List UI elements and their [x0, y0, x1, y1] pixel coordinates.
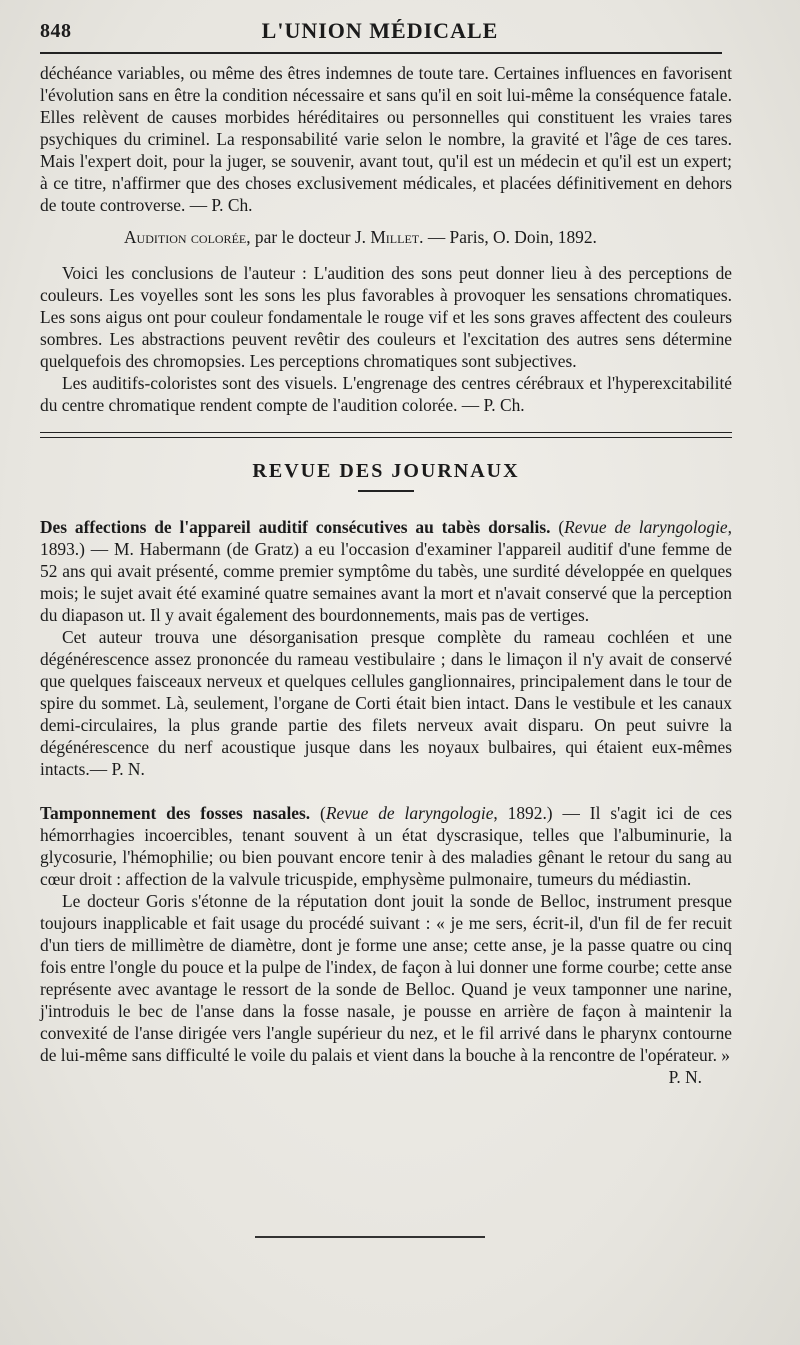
section-divider [40, 432, 732, 438]
article-tabes-journal: Revue de laryngologie [564, 517, 728, 537]
article-tamponnement-paragraph-2: Le docteur Goris s'étonne de la réputation dont jouit la sonde de Belloc, instrument presque toujours inapplicable et fait usage du procédé suivant : « je me sers, écrit-il, d'un fil de fer recuit d'un tiers de millimètre de diamètre, dont je forme une anse; cette anse, je la passe quatre ou cinq fois entre l'ongle du pouce et la pulpe de l'index, de façon à lui donner une forme courbe; cette anse représente avec avantage le ressort de la sonde de Belloc. Quand je veux tamponner une narine, j'introduis le bec de l'anse dans la fosse nasale, je pousse en arrière de façon à maintenir la convexité de l'anse dirigée vers l'angle supérieur du nez, et le fil arrivé dans le pharynx contourne de lui-même sans difficulté le voile du palais et vient dans la bouche à la rencontre de l'opérateur. » [40, 891, 732, 1065]
book-entry [40, 226, 732, 248]
section-title: REVUE DES JOURNAUX [252, 460, 520, 482]
page-header [40, 18, 720, 50]
article-tabes-title: Des affections de l'appareil auditif consécutives au tabès dorsalis. [40, 517, 551, 537]
article-tabes [40, 516, 732, 780]
article-tamponnement-journal: Revue de laryngologie [325, 803, 494, 823]
section-title-rule [358, 490, 414, 492]
article-tabes-lead [40, 516, 732, 626]
article-tabes-paragraph-2: Cet auteur trouva une désorganisation presque complète du rameau cochléen et une dégénérescence assez prononcée du rameau vestibulaire ; dans le limaçon il n'y avait de conservé que quelques faisceaux nerveux et quelques cellules ganglionnaires, principalement dans le tour de spire du sommet. Là, seulement, l'organe de Corti était bien intact. Dans le vestibule et les canaux demi-circulaires, la plus grande partie des filets nerveux avait disparu. On peut suivre la dégénérescence du nerf acoustique jusque dans les noyaux bulbaires, qui étaient eux-mêmes intacts.— P. N. [40, 627, 732, 779]
footer-rule [255, 1236, 485, 1238]
article-tamponnement-source-close: , 1892.) — [493, 803, 590, 823]
article-tamponnement-source-open: ( [310, 803, 326, 823]
header-rule [40, 52, 722, 54]
book-author: Millet [370, 227, 420, 247]
article-tabes-source-close: , 1893.) — [40, 517, 732, 559]
page-number: 848 [40, 20, 72, 42]
article-tamponnement [40, 802, 732, 1088]
book-title: Audition colorée [124, 227, 247, 247]
article-tamponnement-title: Tamponnement des fosses nasales. [40, 803, 311, 823]
book-review-paragraph-1: Voici les conclusions de l'auteur : L'audition des sons peut donner lieu à des perceptions de couleurs. Les voyelles sont les sons les plus favorables à provoquer les sensations chromatiques. Les sons aigus ont pour couleur fondamentale le rouge vif et les sons graves affectent des couleurs sombres. Les abstractions peuvent revêtir des couleurs et l'excitation des autres sens détermine quelquefois des chromopsies. Les perceptions chromatiques sont subjectives. [40, 263, 732, 371]
article-tamponnement-text: Il s'agit ici de ces hémorrhagies incoercibles, tenant souvent à un état dyscrasique, telles que l'albuminurie, la glycosurie, l'hémophilie; ou bien pouvant encore tenir à des maladies gênant le retour du sang au cœur droit : affection de la valvule tricuspide, emphysème pulmonaire, tumeurs du médiastin. [40, 803, 733, 889]
article-tabes-text: M. Habermann (de Gratz) a eu l'occasion d'examiner l'appareil auditif d'une femme de 52 ans qui avait présenté, comme premier symptôme du tabès, une surdité développée en quelques mois; le sujet avait été examiné quatre semaines avant la mort et n'avait conservé que la perception du diapason ut. Il y avait également des bourdonnements, mais pas de vertiges. [40, 539, 732, 625]
article-tamponnement-lead [40, 802, 732, 890]
page-body [40, 62, 732, 1088]
book-publisher: . — Paris, O. Doin, 1892. [419, 227, 597, 247]
book-review-paragraph-2: Les auditifs-coloristes sont des visuels. L'engrenage des centres cérébraux et l'hyperexcitabilité du centre chromatique rendent compte de l'audition colorée. — P. Ch. [40, 373, 732, 415]
article-tabes-source-open: ( [550, 517, 565, 537]
running-title: L'UNION MÉDICALE [261, 18, 499, 43]
intro-paragraph: déchéance variables, ou même des êtres indemnes de toute tare. Certaines influences en favorisent l'évolution sans en être la condition nécessaire et sans qu'il en soit lui-même la conséquence fatale. Elles relèvent de causes morbides héréditaires ou personnelles qui constituent les vraies tares psychiques du criminel. La responsabilité varie selon le nombre, la gravité et l'âge de ces tares. Mais l'expert doit, pour la juger, se souvenir, avant tout, qu'il est un médecin et qu'il est un expert; à ce titre, n'affirmer que des choses exclusivement médicales, et placées définitivement en dehors de toute controverse. — P. Ch. [40, 63, 732, 215]
article-tamponnement-signature: P. N. [668, 1067, 702, 1087]
book-by: , par le docteur J. [246, 227, 371, 247]
